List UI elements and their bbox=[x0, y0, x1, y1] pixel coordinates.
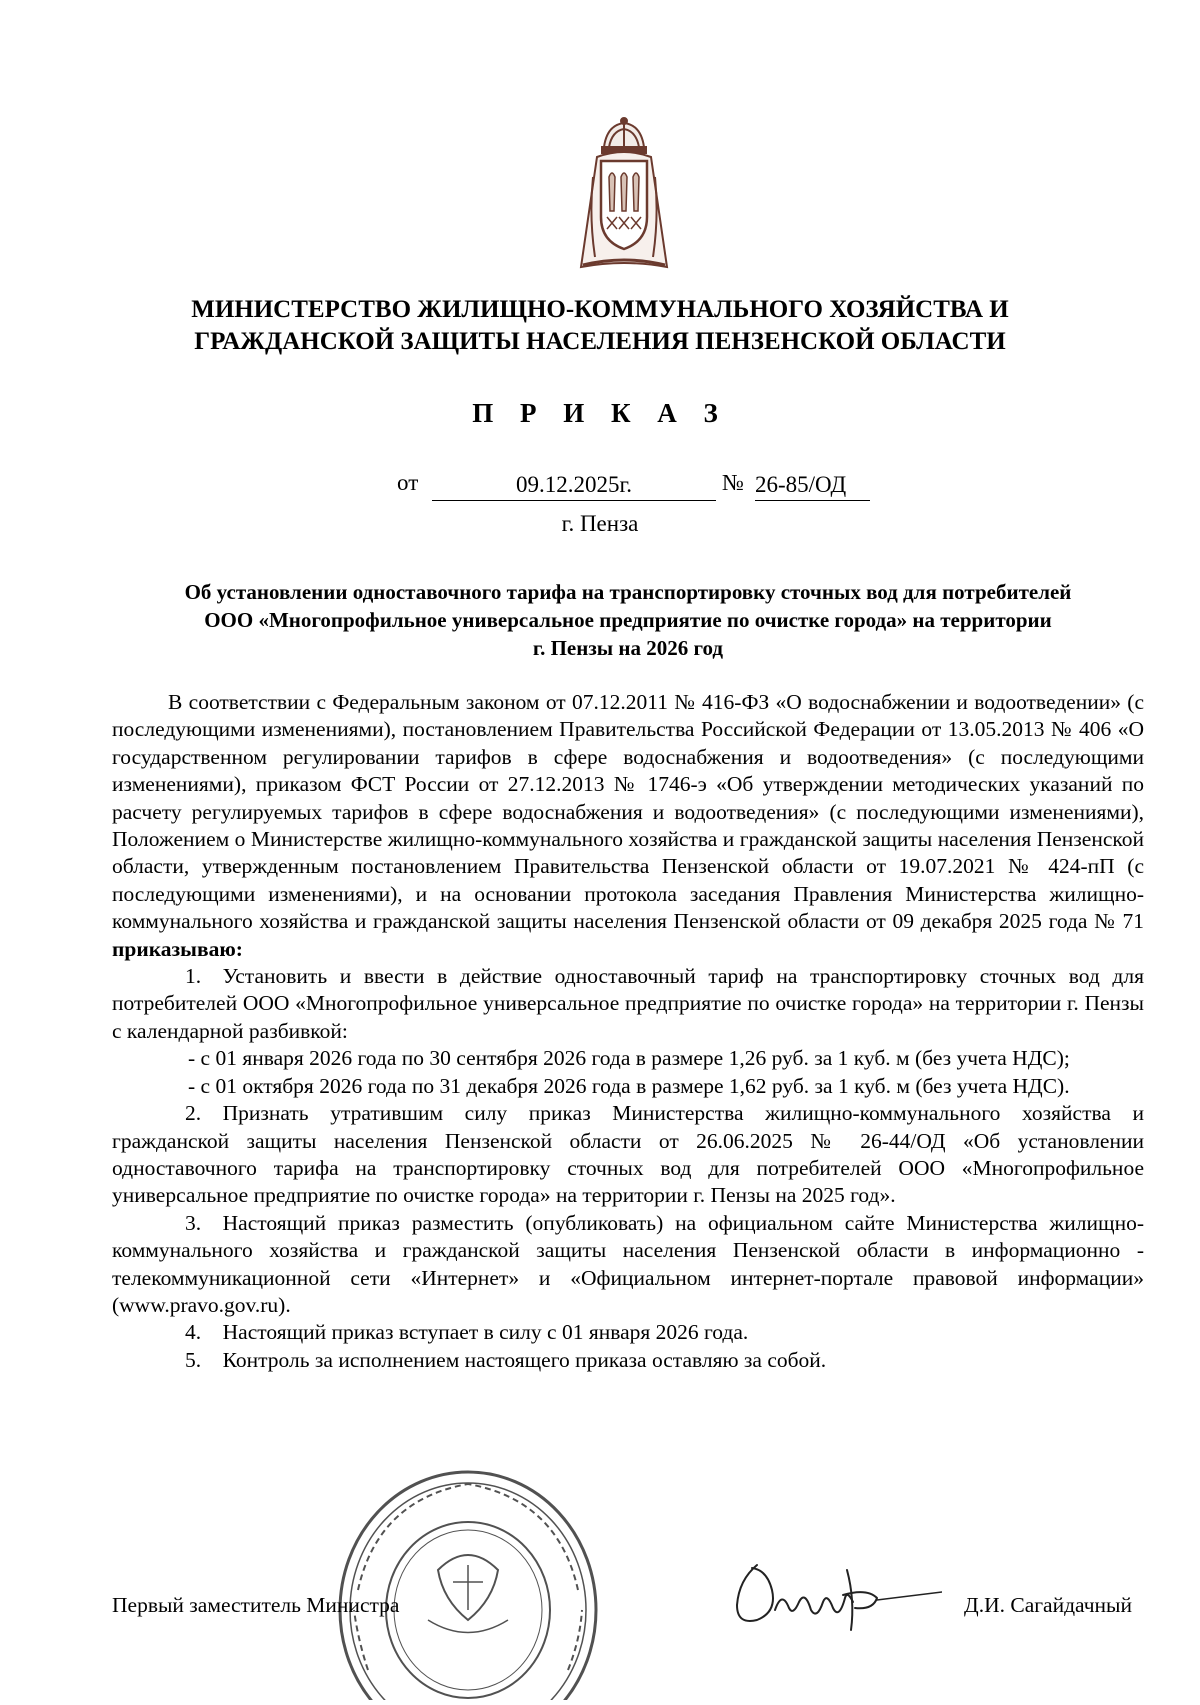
official-seal-stamp bbox=[318, 1470, 618, 1700]
order-body bbox=[112, 689, 1144, 1374]
city-name: г. Пенза bbox=[561, 511, 639, 536]
date-prefix: от bbox=[397, 470, 419, 495]
subject-line2: ООО «Многопрофильное универсальное предприятие по очистке города» на территории bbox=[204, 608, 1052, 632]
number-prefix: № bbox=[722, 470, 744, 495]
subject-line1: Об установлении одноставочного тарифа на транспортировку сточных вод для потребителей bbox=[184, 580, 1072, 604]
signer-position: Первый заместитель Министра bbox=[112, 1593, 400, 1617]
order-item-2: 2. Признать утратившим силу приказ Министерства жилищно-коммунального хозяйства и гражданской защиты населения Пензенской области от 26.06.2025 № 26-44/ОД «Об установлении одноставочного тарифа на транспортировку сточных вод для потребителей ООО «Многопрофильное универсальное предприятие по очистке города» на территории г. Пензы на 2025 год». bbox=[112, 1101, 1144, 1208]
preamble-paragraph bbox=[112, 689, 1144, 963]
order-command: приказываю: bbox=[112, 936, 243, 961]
subject-line3: г. Пензы на 2026 год bbox=[532, 636, 724, 660]
tariff-period-2: - с 01 октября 2026 года по 31 декабря 2026 года в размере 1,62 руб. за 1 куб. м (без учета НДС). bbox=[188, 1073, 1070, 1098]
order-item-3: 3. Настоящий приказ разместить (опубликовать) на официальном сайте Министерства жилищно-коммунального хозяйства и гражданской защиты населения Пензенской области в информационно - телекоммуникационной сети «Интернет» и «Официальном интернет-портале правовой информации» (www.pravo.gov.ru). bbox=[112, 1210, 1144, 1317]
coat-of-arms-emblem bbox=[571, 117, 677, 277]
preamble-text: В соответствии с Федеральным законом от 07.12.2011 № 416-ФЗ «О водоснабжении и водоотведении» (с последующими изменениями), постановлением Правительства Российской Федерации от 13.05.2013 № 406 «О государственном регулировании тарифов в сфере водоснабжения и водоотведения» (с последующими изменениями), приказом ФСТ России от 27.12.2013 № 1746-э «Об утверждении методических указаний по расчету регулируемых тарифов в сфере водоснабжения и водоотведения» (с последующими изменениями), Положением о Министерстве жилищно-коммунального хозяйства и гражданской защиты населения Пензенской области, утвержденным постановлением Правительства Пензенской области от 19.07.2021 № 424-пП (с последующими изменениями), и на основании протокола заседания Правления Министерства жилищно-коммунального хозяйства и гражданской защиты населения Пензенской области от 09 декабря 2025 года № 71 bbox=[112, 690, 1144, 934]
signer-name: Д.И. Сагайдачный bbox=[964, 1593, 1132, 1617]
handwritten-signature bbox=[727, 1550, 942, 1645]
order-number: 26-85/ОД bbox=[755, 470, 870, 501]
tariff-period-1: - с 01 января 2026 года по 30 сентября 2026 года в размере 1,26 руб. за 1 куб. м (без учета НДС); bbox=[188, 1046, 1070, 1071]
document-type-title: П Р И К А З bbox=[472, 398, 728, 428]
ministry-name-line1: МИНИСТЕРСТВО ЖИЛИЩНО-КОММУНАЛЬНОГО ХОЗЯЙСТВА И bbox=[191, 296, 1009, 323]
order-item-4: 4. Настоящий приказ вступает в силу с 01 января 2026 года. bbox=[185, 1320, 749, 1345]
order-subject bbox=[112, 578, 1144, 662]
order-item-1: 1. Установить и ввести в действие одноставочный тариф на транспортировку сточных вод для потребителей ООО «Многопрофильное универсальное предприятие по очистке города» на территории г. Пензы с календарной разбивкой: bbox=[112, 964, 1144, 1043]
order-date: 09.12.2025г. bbox=[432, 470, 716, 501]
ministry-name-line2: ГРАЖДАНСКОЙ ЗАЩИТЫ НАСЕЛЕНИЯ ПЕНЗЕНСКОЙ ОБЛАСТИ bbox=[194, 328, 1006, 355]
ministry-name bbox=[100, 294, 1100, 358]
order-item-5: 5. Контроль за исполнением настоящего приказа оставляю за собой. bbox=[185, 1347, 827, 1372]
